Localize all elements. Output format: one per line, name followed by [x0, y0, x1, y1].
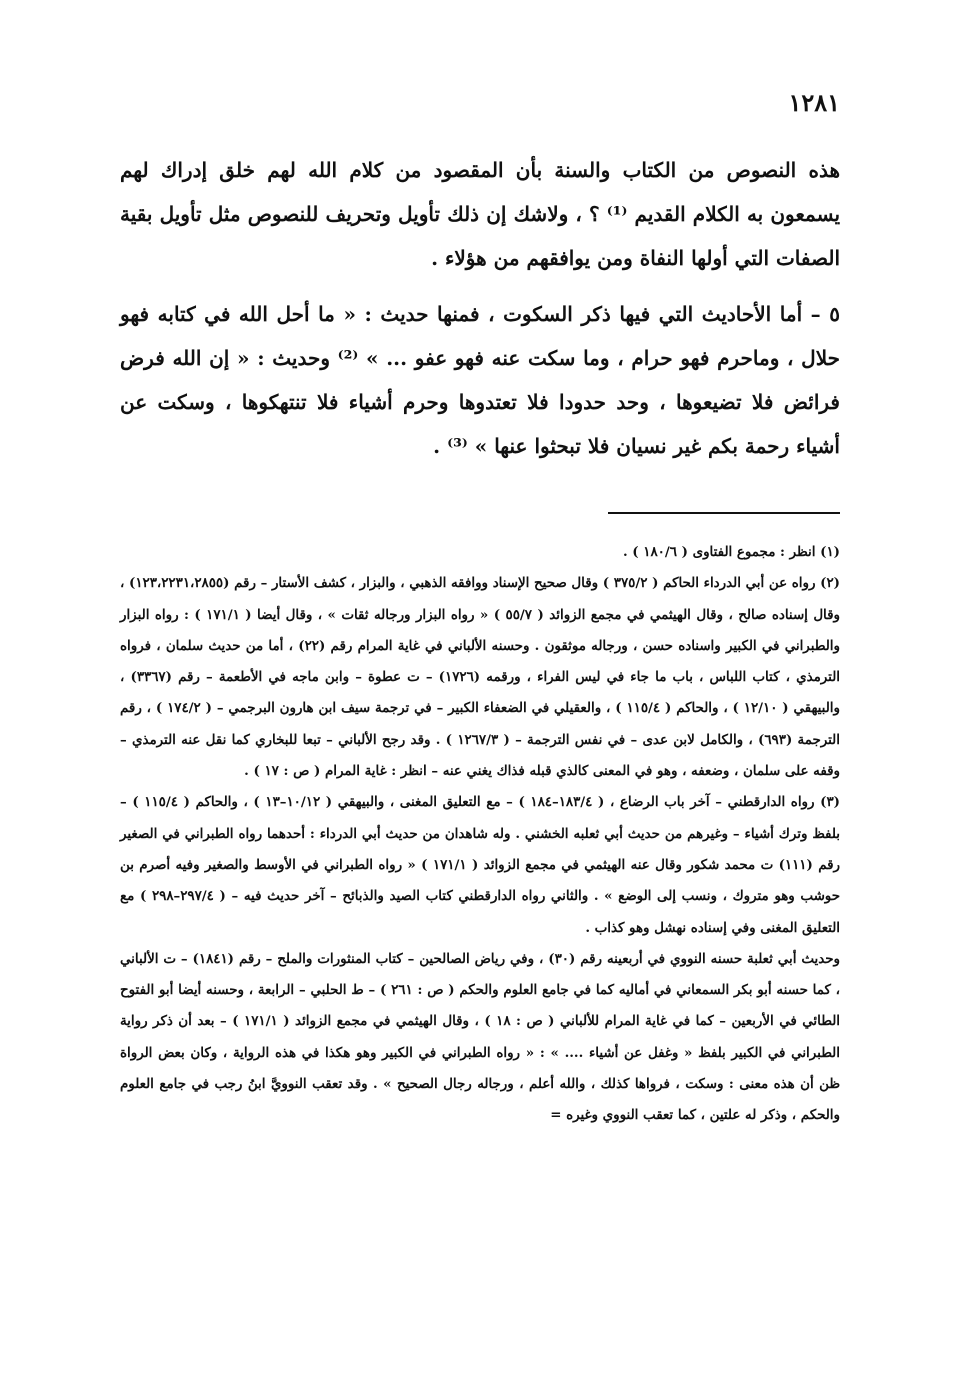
main-text — [120, 148, 840, 468]
footnote-2: (٢) رواه عن أبي الدرداء الحاكم ( ٣٧٥/٢ ) وقال صحيح الإسناد ووافقه الذهبي ، والبزار ، كشف الأستار – رقم (١٢٣،٢٢٣١،٢٨٥٥) ، وقال إسناده صالح ، وقال الهيثمي في مجمع الزوائد ( ٥٥/٧ ) « رواه البزار ورجاله ثقات » ، وقال أيضا ( ١٧١/١ ) : رواه البزار والطبراني في الكبير واسناده حسن ، ورجاله موثقون . وحسنه الألباني في غاية المرام رقم (٢٢) ، أما من حديث سلمان ، فرواه الترمذي ، كتاب اللباس ، باب ما جاء في ليس الفراء ، ورقمه (١٧٢٦) – ت عطوة – وابن ماجه في الأطعمة – رقم (٣٣٦٧) ، والبيهقي ( ١٢/١٠ ) ، والحاكم ( ١١٥/٤ ) ، والعقيلي في الضعفاء الكبير – في ترجمة سيف ابن هارون البرجمي – ( ١٧٤/٢ ) ، رقم الترجمة (٦٩٣) ، والكامل لابن عدى – في نفس الترجمة – ( ١٢٦٧/٣ ) . وقد رجح الألباني – تبعا للبخاري كما نقل عنه الترمذي – وقفه على سلمان ، وضعفه ، وهو في المعنى كالذي قبله فذاك يغني عنه – انظر : غاية المرام ( ص : ١٧ ) . — [120, 575, 841, 780]
book-page — [120, 0, 840, 1387]
footnote-3-continued: وحديث أبي ثعلبة حسنه النووي في أربعينه رقم (٣٠) ، وفي رياض الصالحين – كتاب المنثورات والملح – رقم (١٨٤١) – ت الألباني ، كما حسنه أبو بكر السمعاني في أماليه كما في جامع العلوم والحكم ( ص : ٢٦١ ) – ط الحلبي – الرابعة ، وحسنه أيضا أبو الفتوح الطائي في الأربعين – كما في غاية المرام للألباني ( ص : ١٨ ) ، وقال الهيثمي في مجمع الزوائد ( ١٧١/١ ) – بعد أن ذكر رواية الطبراني في الكبير بلفظ « وغفل عن أشياء .... » : « رواه الطبراني في الكبير وهو هكذا في هذه الرواية ، وكان بعض الرواة ظن أن هذه معنى : وسكت ، فرواها كذلك ، والله أعلم ، ورجاله رجال الصحيح » . وقد تعقب النوويَّ ابنُ رجب في جامع العلوم والحكم ، وذكر له علتين ، كما تعقب النووي وغيره = — [120, 950, 841, 1124]
paragraph-1: هذه النصوص من الكتاب والسنة بأن المقصود من كلام الله لهم خلق إدراك لهم يسمعون به الكلام القديم ⁽¹⁾ ؟ ، ولاشك إن ذلك تأويل وتحريف للنصوص مثل تأويل بقية الصفات التي أولها النفاة ومن يوافقهم من هؤلاء . — [120, 158, 841, 270]
footnote-separator — [608, 512, 840, 514]
footnote-1: (١) انظر : مجموع الفتاوى ( ١٨٠/٦ ) . — [622, 544, 840, 560]
page-number: ١٢٨١ — [788, 88, 840, 117]
footnotes — [120, 537, 840, 1132]
paragraph-2: ٥ – أما الأحاديث التي فيها ذكر السكوت ، فمنها حديث : « ما أحل الله في كتابه فهو حلال ، وماحرم فهو حرام ، وما سكت عنه فهو عفو ... » ⁽²⁾ وحديث : « إن الله فرض فرائض فلا تضيعوها ، وحد حدودا فلا تعتدوها وحرم أشياء فلا تنتهكوها ، وسكت عن أشياء رحمة بكم غير نسيان فلا تبحثوا عنها » ⁽³⁾ . — [120, 302, 841, 458]
footnote-3: (٣) رواه الدارقطني – آخر باب الرضاع ، ( ١٨٣/٤–١٨٤ ) – مع التعليق المغنى ، والبيهقي ( ١٠/١٢–١٣ ) ، والحاكم ( ١١٥/٤ ) – بلفظ وترك أشياء – وغيرهم من حديث أبي ثعلبه الخشني . وله شاهدان من حديث أبي الدرداء : أحدهما رواه الطبراني في الصغير رقم (١١١) ت محمد شكور وقال عنه الهيثمي في مجمع الزوائد ( ١٧١/١ ) « رواه الطبراني في الأوسط والصغير وفيه أصرم بن حوشب وهو متروك ، ونسب إلى الوضع » . والثاني رواه الدارقطني كتاب الصيد والذبائح – آخر حديث فيه – ( ٢٩٧/٤–٢٩٨ ) مع التعليق المغنى وفي إسناده نهشل وهو كذاب . — [120, 794, 840, 936]
